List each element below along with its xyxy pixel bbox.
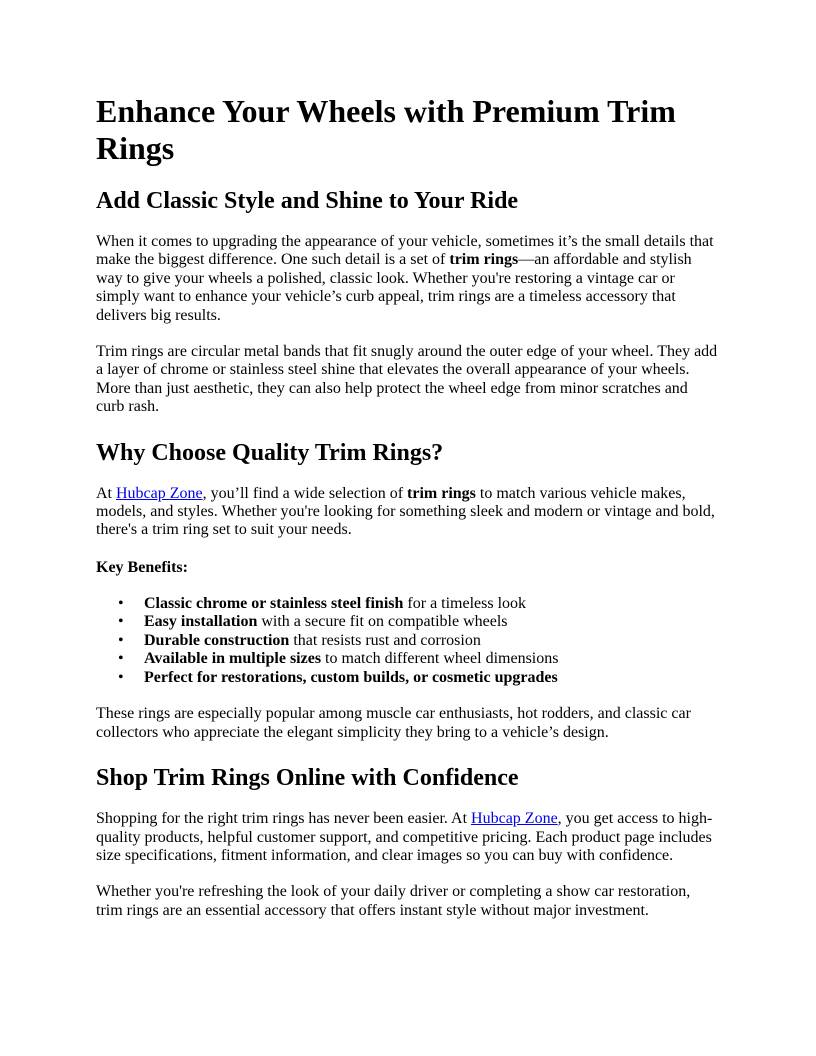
section-heading-why-choose: Why Choose Quality Trim Rings? [96, 439, 444, 466]
intro-paragraph [96, 233, 720, 325]
benefit-bold: Easy installation [144, 613, 258, 631]
section-heading-shop-online: Shop Trim Rings Online with Confidence [96, 765, 519, 792]
selection-paragraph [96, 485, 720, 540]
list-item [118, 668, 720, 688]
closing-paragraph: Whether you're refreshing the look of your daily driver or completing a show car restoration, trim rings are an essential accessory that offers instant style without major investment. [96, 883, 691, 919]
benefit-text: with a secure fit on compatible wheels [257, 613, 508, 631]
intro-text-end: —an affordable and stylish way to give your wheels a polished, classic look. Whether you're restoring a vintage car or simply want to enhance your vehicle’s curb appeal, trim rings are a timeless accessory that delivers big results. [96, 251, 692, 324]
benefit-bold: Perfect for restorations, custom builds, or cosmetic upgrades [144, 668, 558, 686]
key-benefits-heading: Key Benefits: [96, 558, 188, 576]
section-heading-classic-style: Add Classic Style and Shine to Your Ride [96, 188, 519, 214]
list-item [118, 613, 720, 632]
intro-text-start: When it comes to upgrading the appearance of your vehicle, sometimes it’s the small details that make the biggest difference. One such detail is a set of [96, 233, 714, 269]
shopping-text-end: , you get access to high-quality products, helpful customer support, and competitive pricing. Each product page includes size specifications, fitment information, and clear images so you can buy with confidence. [96, 810, 713, 864]
selection-bold-trim-rings: trim rings [407, 484, 476, 502]
page-title: Enhance Your Wheels with Premium Trim Rings [96, 93, 676, 166]
selection-text-middle: , you’ll find a wide selection of [202, 484, 408, 502]
popularity-paragraph: These rings are especially popular among muscle car enthusiasts, hot rodders, and classic car collectors who appreciate the elegant simplicity they bring to a vehicle’s design. [96, 705, 691, 741]
benefit-text: to match different wheel dimensions [321, 650, 559, 668]
hubcap-zone-link[interactable]: Hubcap Zone [471, 810, 558, 828]
list-item [118, 594, 720, 614]
shopping-text-start: Shopping for the right trim rings has never been easier. At [96, 810, 472, 828]
benefit-text: for a timeless look [403, 594, 527, 612]
selection-text-end: to match various vehicle makes, models, and styles. Whether you're looking for something sleek and modern or vintage and bold, there's a trim ring set to suit your needs. [96, 484, 715, 539]
benefit-bold: Classic chrome or stainless steel finish [144, 594, 404, 612]
list-item [118, 650, 720, 669]
intro-bold-trim-rings: trim rings [449, 251, 519, 269]
list-item [118, 631, 720, 651]
bullet-icon: • [118, 650, 124, 668]
benefit-bold: Durable construction [144, 631, 290, 649]
shopping-paragraph [96, 810, 720, 865]
bullet-icon: • [118, 594, 124, 612]
benefit-text: that resists rust and corrosion [289, 631, 481, 649]
benefit-bold: Available in multiple sizes [144, 650, 322, 668]
bullet-icon: • [118, 668, 124, 686]
bullet-icon: • [118, 613, 124, 631]
bullet-icon: • [118, 631, 124, 649]
hubcap-zone-link[interactable]: Hubcap Zone [116, 484, 203, 502]
description-paragraph: Trim rings are circular metal bands that fit snugly around the outer edge of your wheel. They add a layer of chrome or stainless steel shine that elevates the overall appearance of your wheels. More than just aesthetic, they can also help protect the wheel edge from minor scratches and curb rash. [96, 343, 718, 416]
selection-text-start: At [96, 484, 116, 502]
benefits-list [96, 595, 720, 688]
